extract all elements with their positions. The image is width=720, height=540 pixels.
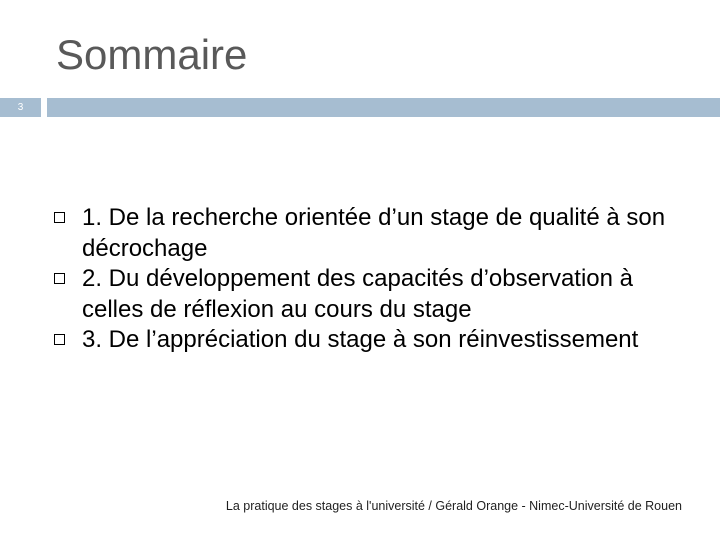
list-item [52, 203, 692, 264]
bullet-text: 1. De la recherche orientée d’un stage de qualité à son décrochage [82, 204, 666, 262]
hollow-square-icon [54, 212, 65, 223]
bullet-text: 3. De l’appréciation du stage à son réinvestissement [82, 326, 639, 353]
list-item [52, 325, 692, 356]
slide-number: 3 [0, 98, 41, 117]
bullet-list [52, 203, 692, 356]
slide-title: Sommaire [56, 31, 248, 78]
title-divider-bar [47, 98, 720, 117]
slide-footer: La pratique des stages à l'université / Gérald Orange - Nimec-Université de Rouen [225, 499, 682, 513]
bullet-text: 2. Du développement des capacités d’observation à celles de réflexion au cours du stage [82, 265, 634, 323]
hollow-square-icon [54, 273, 65, 284]
hollow-square-icon [54, 334, 65, 345]
list-item [52, 264, 692, 325]
